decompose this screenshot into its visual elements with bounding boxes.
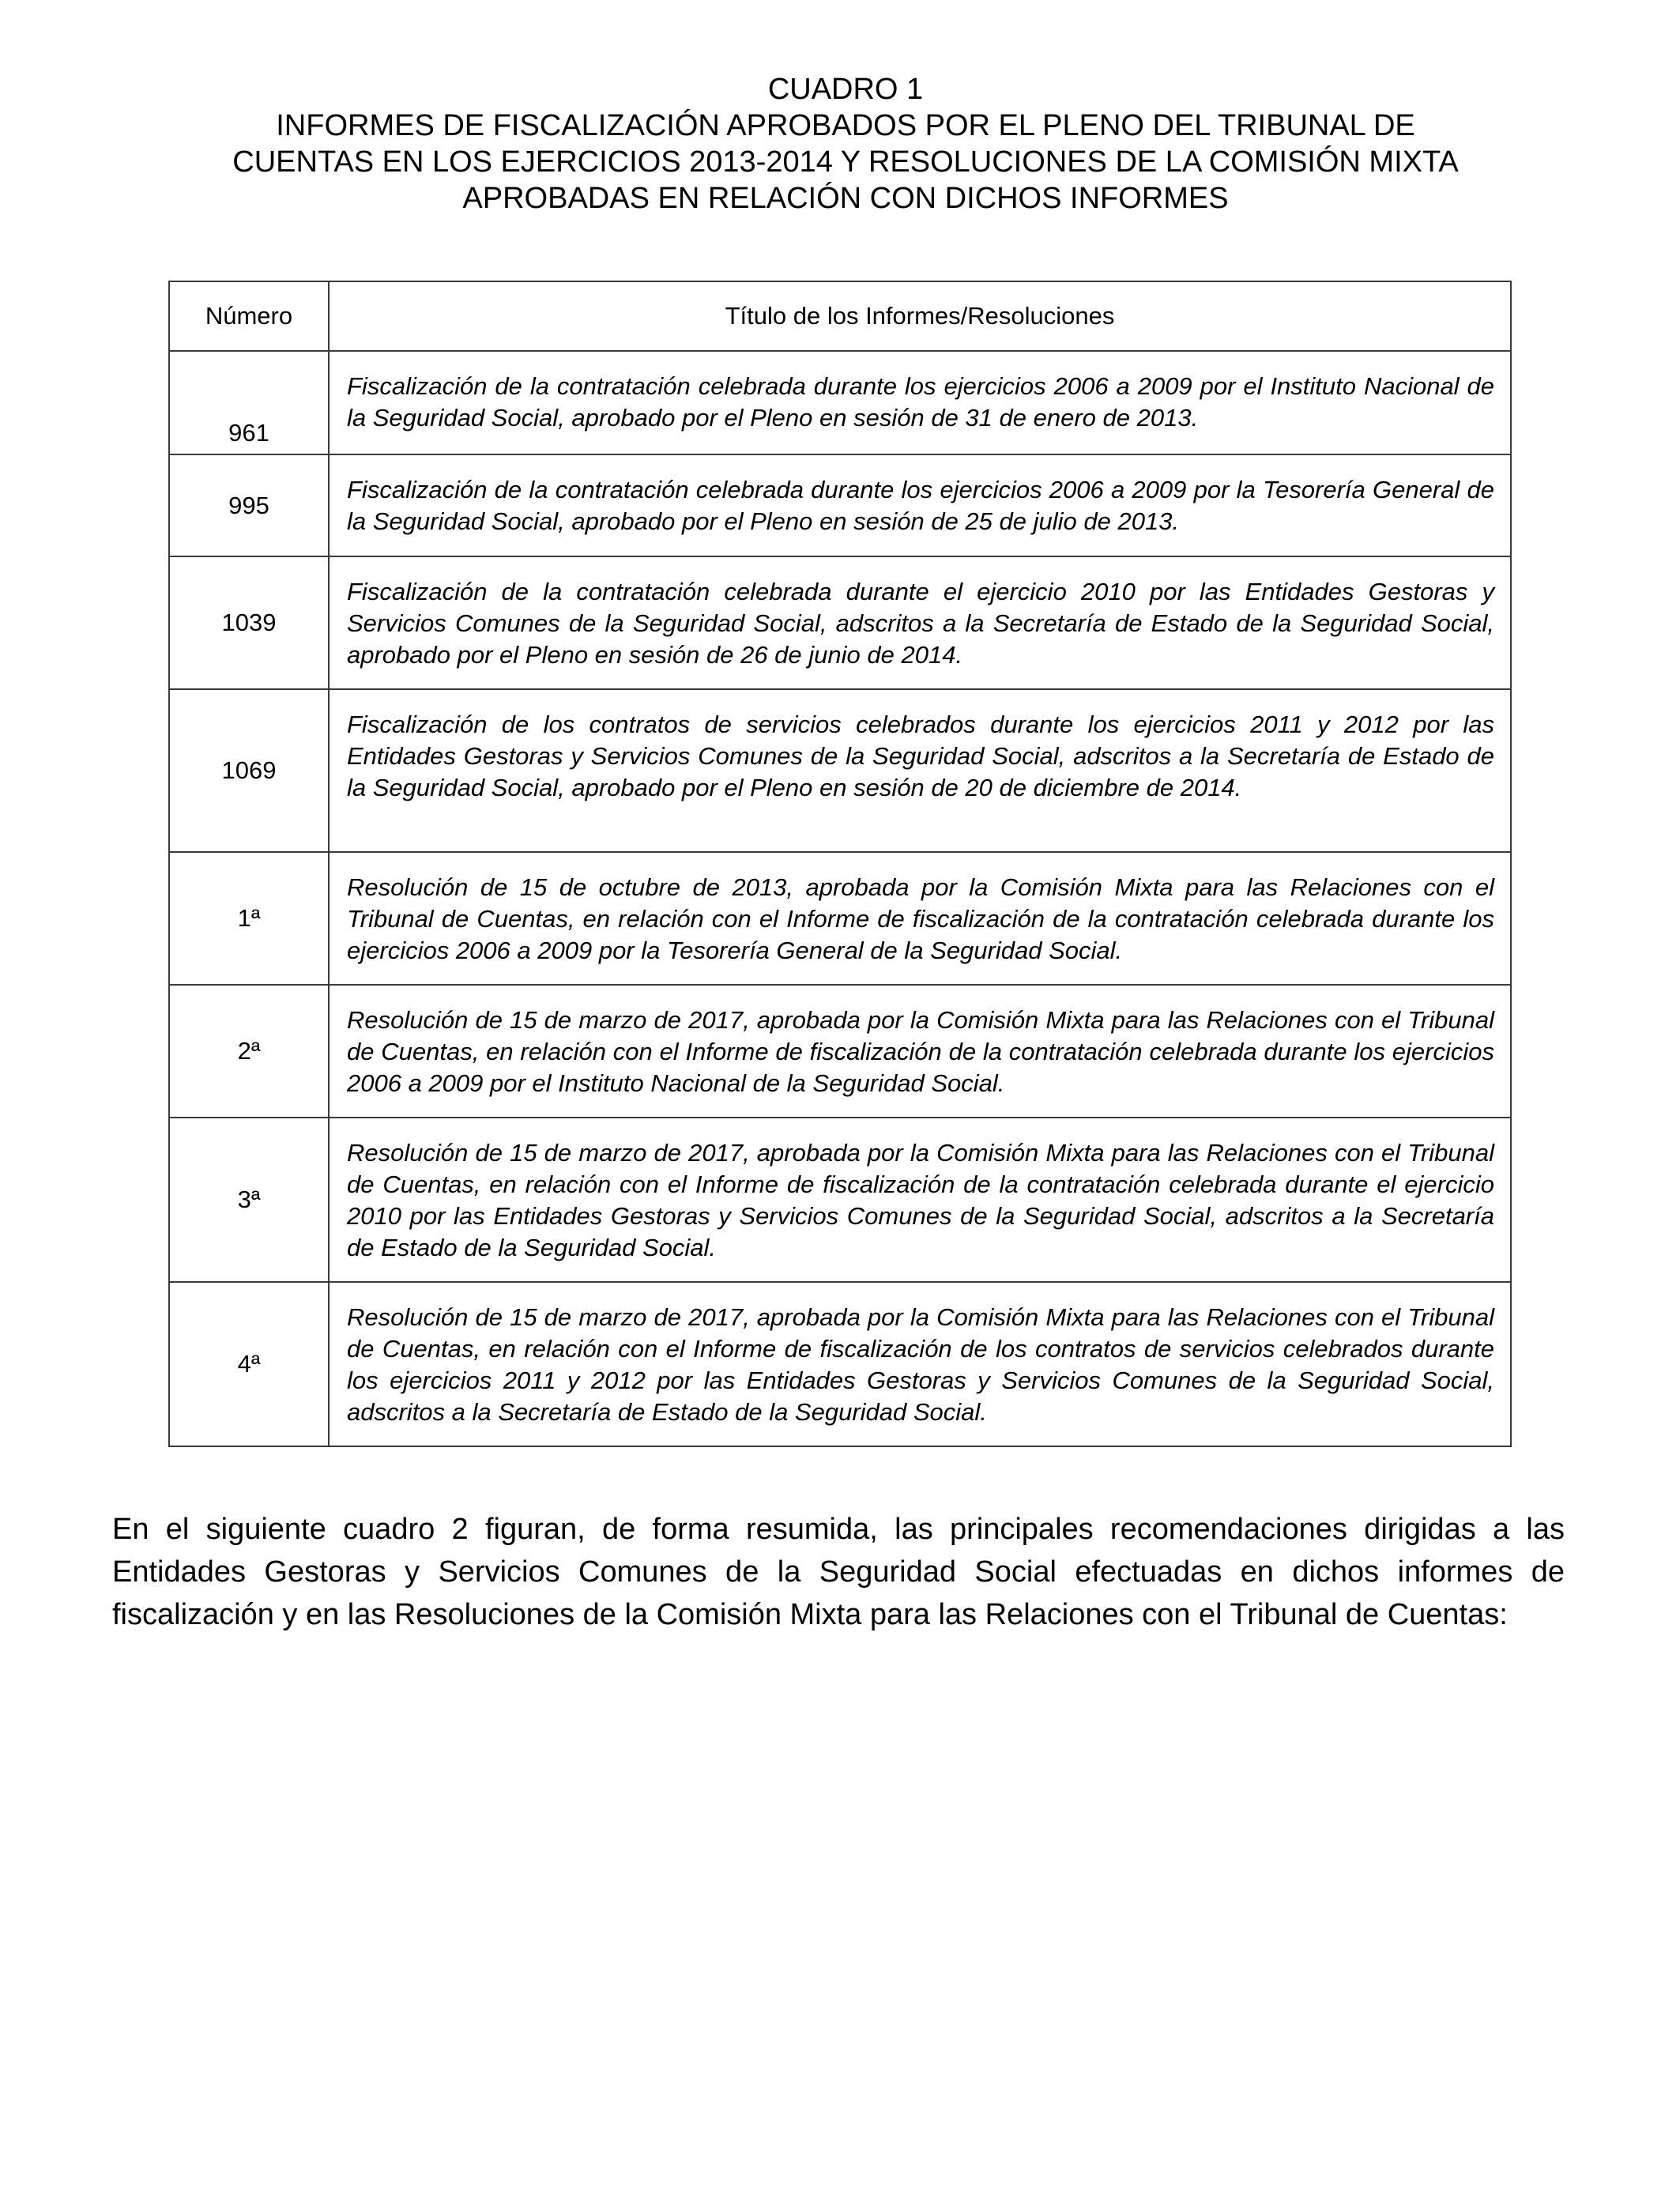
row-number: 961 (169, 351, 329, 454)
table-row (169, 852, 1511, 985)
table-heading (111, 71, 1580, 217)
row-number: 1ª (169, 852, 329, 985)
row-title: Resolución de 15 de marzo de 2017, aprobada por la Comisión Mixta para las Relaciones con el Tribunal de Cuentas, en relación con el Informe de fiscalización de los contratos de servicios celebrados durante los ejercicios 2011 y 2012 por las Entidades Gestoras y Servicios Comunes de la Seguridad Social, adscritos a la Secretaría de Estado de la Seguridad Social. (329, 1282, 1511, 1446)
heading-line-4: APROBADAS EN RELACIÓN CON DICHOS INFORMES (462, 182, 1229, 215)
row-number: 995 (169, 454, 329, 556)
row-number: 1069 (169, 689, 329, 852)
row-title: Resolución de 15 de octubre de 2013, aprobada por la Comisión Mixta para las Relaciones con el Tribunal de Cuentas, en relación con el Informe de fiscalización de la contratación celebrada durante los ejercicios 2006 a 2009 por la Tesorería General de la Seguridad Social. (329, 852, 1511, 985)
table-row (169, 1282, 1511, 1446)
row-title: Fiscalización de la contratación celebrada durante el ejercicio 2010 por las Entidades Gestoras y Servicios Comunes de la Seguridad Social, adscritos a la Secretaría de Estado de la Seguridad Social, aprobado por el Pleno en sesión de 26 de junio de 2014. (329, 556, 1511, 689)
table-row (169, 689, 1511, 852)
table-row (169, 1118, 1511, 1282)
row-title: Resolución de 15 de marzo de 2017, aprobada por la Comisión Mixta para las Relaciones con el Tribunal de Cuentas, en relación con el Informe de fiscalización de la contratación celebrada durante el ejercicio 2010 por las Entidades Gestoras y Servicios Comunes de la Seguridad Social, adscritos a la Secretaría de Estado de la Seguridad Social. (329, 1118, 1511, 1282)
row-title: Fiscalización de los contratos de servicios celebrados durante los ejercicios 2011 y 2012 por las Entidades Gestoras y Servicios Comunes de la Seguridad Social, adscritos a la Secretaría de Estado de la Seguridad Social, aprobado por el Pleno en sesión de 20 de diciembre de 2014. (329, 689, 1511, 852)
row-title: Fiscalización de la contratación celebrada durante los ejercicios 2006 a 2009 por la Tesorería General de la Seguridad Social, aprobado por el Pleno en sesión de 25 de julio de 2013. (329, 454, 1511, 556)
heading-line-2: INFORMES DE FISCALIZACIÓN APROBADOS POR EL PLENO DEL TRIBUNAL DE (276, 109, 1415, 142)
row-title: Resolución de 15 de marzo de 2017, aprobada por la Comisión Mixta para las Relaciones con el Tribunal de Cuentas, en relación con el Informe de fiscalización de la contratación celebrada durante los ejercicios 2006 a 2009 por el Instituto Nacional de la Seguridad Social. (329, 985, 1511, 1118)
table-header-row (169, 281, 1511, 351)
column-header-titulo: Título de los Informes/Resoluciones (329, 281, 1511, 351)
table-row (169, 985, 1511, 1118)
row-number: 3ª (169, 1118, 329, 1282)
row-number: 4ª (169, 1282, 329, 1446)
cuadro-1-table (168, 281, 1512, 1447)
row-number: 1039 (169, 556, 329, 689)
row-title: Fiscalización de la contratación celebrada durante los ejercicios 2006 a 2009 por el Instituto Nacional de la Seguridad Social, aprobado por el Pleno en sesión de 31 de enero de 2013. (329, 351, 1511, 454)
row-number: 2ª (169, 985, 329, 1118)
heading-line-1: CUADRO 1 (767, 73, 924, 106)
body-paragraph: En el siguiente cuadro 2 figuran, de forma resumida, las principales recomendaciones dirigidas a las Entidades Gestoras y Servicios Comunes de la Seguridad Social efectuadas en dichos informes de fiscalización y en las Resoluciones de la Comisión Mixta para las Relaciones con el Tribunal de Cuentas: (112, 1513, 1565, 1631)
table-row (169, 454, 1511, 556)
table-row (169, 556, 1511, 689)
column-header-numero: Número (169, 281, 329, 351)
table-row (169, 351, 1511, 454)
heading-line-3: CUENTAS EN LOS EJERCICIOS 2013-2014 Y RESOLUCIONES DE LA COMISIÓN MIXTA (232, 145, 1459, 179)
